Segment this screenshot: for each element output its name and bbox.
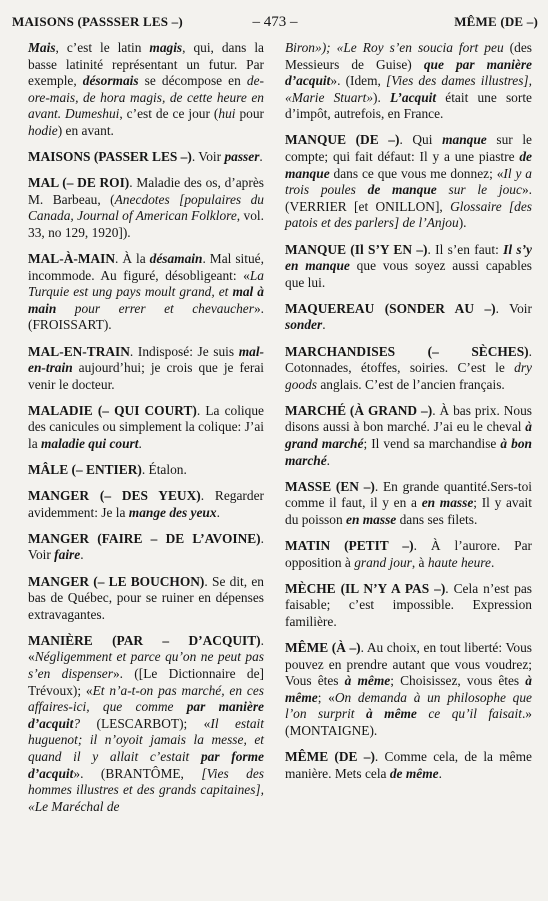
entry-maniere [28,633,264,816]
running-header [12,14,538,34]
entry-male [28,462,264,479]
entry-headword: MÊME (DE –) [285,748,375,764]
entry-text: ». ([Le Dictionnaire de] Trévoux); « [28,666,264,698]
entry-maniere-continuation [285,40,532,123]
entry-text: désormais [82,73,139,89]
entry-text: magis [149,40,183,55]
entry-maisons [28,149,264,166]
entry-text: . En grande quantité.Sers-toi comme il faut, il y en a [285,478,532,511]
entry-headword: MANGER (– DES YEUX) [28,488,201,504]
entry-text: de manque [367,182,437,198]
entry-headword: MAISONS (PASSER LES –) [28,149,192,165]
entry-text: Il y a trois poules [285,165,532,198]
entry-text: que par manière d’acquit [285,56,532,89]
entry-text: pour [235,106,265,122]
entry-text: . Étalon. [141,462,187,478]
entry-mal-en-train [28,344,264,394]
entry-text: aujourd’hui; je crois que je ferai venir le docteur. [28,360,264,392]
entry-text: à même [365,706,417,722]
entry-text: . [438,765,442,781]
entry-text: Mais [28,40,56,55]
entry-text: ce qu’il faisait [416,706,522,722]
entry-headword: MANIÈRE (PAR – D’ACQUIT) [28,632,261,648]
entry-text: de manque [285,149,532,181]
header-left-guide-word: MAISONS (PASSSER LES –) [12,14,183,29]
entry-text: , à [411,554,428,570]
right-column [285,40,532,792]
entry-text: faire [54,547,81,563]
entry-text: que vous soyez aussi capables que lui. [285,258,532,290]
entry-text: de-ore-mais, de hora magis, de cette heure en avant. Dumeshui [28,73,264,122]
entry-text: . Cotonnades, étoffes, soiries. C’est le [285,343,532,376]
entry-text: Glossaire [des patois et des parlers] de l’Anjou [285,198,532,231]
entry-text: ). [373,89,390,105]
entry-text: dry goods [285,360,532,392]
entry-text: dans ses filets. [396,511,478,527]
entry-text: haute heure [427,554,491,570]
header-right-guide-word: MÊME (DE –) [454,14,538,29]
entry-text: sur le jouc [436,182,522,198]
entry-headword: MARCHÉ (À GRAND –) [285,402,433,418]
entry-text: . Voir [495,300,532,316]
entry-manger-le-bouchon [28,574,264,624]
entry-text: ; Choisissez, vous êtes [390,673,526,689]
entry-text: ) en avant. [57,122,114,138]
entry-text: en masse [421,495,474,511]
entry-text: par forme d’acquit [28,748,264,781]
entry-text: ; Il vend sa marchandise [363,435,501,451]
entry-headword: MAL-À-MAIN [28,251,116,267]
entry-manque-de [285,132,532,232]
entry-text: ». (BRANTÔME, [73,765,202,781]
entry-text: à même [285,673,532,705]
entry-text: ). [458,215,467,231]
entry-text: . Au choix, en tout liberté: Vous pouvez en prendre autant que vous voudrez; Vous êtes [285,639,532,689]
entry-text: à même [344,673,391,689]
entry-manque-il [285,242,532,292]
entry-text: . À bas prix. Nous disons aussi à bon marché. J’ai eu le cheval [285,402,533,435]
entry-text: . [322,317,326,333]
entry-text: Il estait huguenot; il n’oyoit jamais la messe, et quand il y allait c’estait [28,715,264,764]
entry-text: . Maladie des os, d’après M. Barbeau, ( [28,175,264,207]
entry-matin [285,538,532,571]
entry-text: mal à main [28,284,264,316]
entry-text: pour errer et chevaucher [56,300,254,316]
entry-text: dans ce que vous me donnez; « [329,165,504,181]
entry-headword: MASSE (EN –) [285,478,375,494]
entry-text: . Comme cela, de la même manière. Mets cela [285,748,532,781]
entry-text: grand jour [354,554,412,570]
entry-text: Biron»); «Le Roy s’en soucia fort peu [285,40,504,55]
entry-text: manque [442,132,487,148]
entry-text: ; « [317,689,335,705]
entry-text: . [490,554,495,570]
entry-text: désamain [149,251,203,267]
left-column [28,40,264,825]
entry-text: . Voir [28,530,264,563]
entry-text: sonder [285,317,323,333]
entry-text: (des Messieurs de Guise) [285,40,532,72]
entry-text: La Turquie est ung pays moult grand, et [28,267,264,300]
entry-text: maladie qui court [41,435,139,451]
entry-text: ? [73,715,81,731]
entry-text: mange des yeux [128,504,217,520]
entry-text: Négligemment et parce qu’on ne peut pas s’en dispenser [28,649,264,681]
entry-text: [Vies des hommes illustres et des grands capitaines], «Le Maréchal de [28,765,265,814]
entry-marche [285,403,532,469]
entry-headword: MANQUE (DE –) [285,132,400,148]
entry-text: . Se dit, en bas de Québec, pour se ruiner en dépenses extravagantes. [28,573,264,622]
entry-headword: MARCHANDISES (– SÈCHES) [285,343,529,359]
entry-text: Anecdotes [populaires du Canada, Journal of American Folklore [28,191,264,224]
entry-manger-des-yeux [28,488,264,521]
two-column-body [28,40,540,895]
entry-headword: MALADIE (– QUI COURT) [28,402,197,418]
entry-meche [285,581,532,631]
entry-text: se décompose en [138,73,247,89]
entry-text: On demanda à un philosophe que l’on surprit [285,689,532,722]
entry-headword: MANGER (FAIRE – DE L’AVOINE) [28,530,261,546]
entry-headword: MANGER (– LE BOUCHON) [28,573,205,589]
entry-text: .» (MONTAIGNE). [285,706,532,738]
entry-text: ». (FROISSART). [28,300,264,333]
entry-meme-a [285,640,532,740]
entry-text: . [216,504,220,520]
entry-marchandises [285,344,532,394]
entry-text: . La colique des canicules ou simplement la colique: J’ai la [28,402,264,451]
entry-text: , vol. 33, no 129, 1920]). [28,208,264,240]
entry-text: de même [389,765,439,781]
entry-text: . Cela n’est pas faisable; c’est impossible. Expression familière. [285,580,532,629]
entry-mal-a-main [28,251,264,334]
entry-text: ». (Idem, [330,73,387,89]
entry-headword: MÈCHE (IL N’Y A PAS –) [285,580,446,596]
entry-text: Et n’a-t-on pas marché, en ces affaires-ici, que comme [28,682,264,715]
entry-mais-continuation [28,40,264,140]
entry-text: en masse [346,511,397,527]
entry-text: . [80,547,84,563]
entry-text: à grand marché [285,419,532,451]
entry-text: [Vies des dames illustres], «Marie Stuart» [285,73,532,105]
entry-text: hodie [28,122,58,138]
entry-meme-de [285,749,532,782]
entry-text: . [259,149,263,165]
entry-text: . [138,435,142,451]
entry-text: . Mal situé, incommode. Au figuré, désobligeant: « [28,251,264,283]
entry-text: , c’est de ce jour ( [119,106,219,122]
entry-mal-de-roi [28,175,264,241]
entry-text: . [326,452,331,468]
page-number: – 473 – [252,14,298,30]
entry-headword: MAL-EN-TRAIN [28,343,130,359]
entry-headword: MATIN (PETIT –) [285,537,414,553]
entry-text: . À l’aurore. Par opposition à [285,537,532,570]
entry-text: Il s’y en manque [285,241,532,274]
entry-text: L’acquit [389,89,437,105]
entry-masse [285,479,532,529]
entry-headword: MANQUE (Il S’Y EN –) [285,241,428,257]
entry-text: . Voir [191,149,225,165]
entry-text: . À la [115,251,150,267]
entry-text: . Indisposé: Je suis [129,343,239,359]
entry-headword: MAL (– DE ROI) [28,175,130,191]
entry-text: . « [28,632,264,665]
entry-headword: MÂLE (– ENTIER) [28,462,142,478]
entry-text: par manière d’acquit [28,699,264,731]
entry-maladie [28,403,264,453]
entry-text: , qui, dans la basse latinité représentant un futur. Par exemple, [28,40,264,89]
entry-text: . Qui [399,132,443,148]
entry-text: ». (VERRIER [et ONILLON], [285,182,532,214]
entry-headword: MAQUEREAU (SONDER AU –) [285,300,496,316]
entry-text: ; Il y avait du poisson [285,495,533,527]
entry-text: anglais. C’est de l’ancien français. [317,376,505,392]
entry-text: était une sorte d’impôt, autrefois, en France. [285,89,532,122]
entry-maquereau [285,301,532,334]
entry-text: . Il s’en faut: [427,241,504,257]
entry-text: à bon marché [285,435,532,468]
entry-text: passer [224,149,260,165]
entry-text: hui [218,106,236,122]
entry-text: mal-en-train [28,343,264,376]
entry-manger-avoine [28,531,264,564]
entry-text: sur le compte; qui fait défaut: Il y a une piastre [285,132,532,165]
entry-text: (LESCARBOT); « [80,715,211,731]
entry-headword: MÊME (À –) [285,639,361,655]
entry-text: , c’est le latin [55,40,150,55]
entry-text: . Regarder avidemment: Je la [28,488,264,520]
